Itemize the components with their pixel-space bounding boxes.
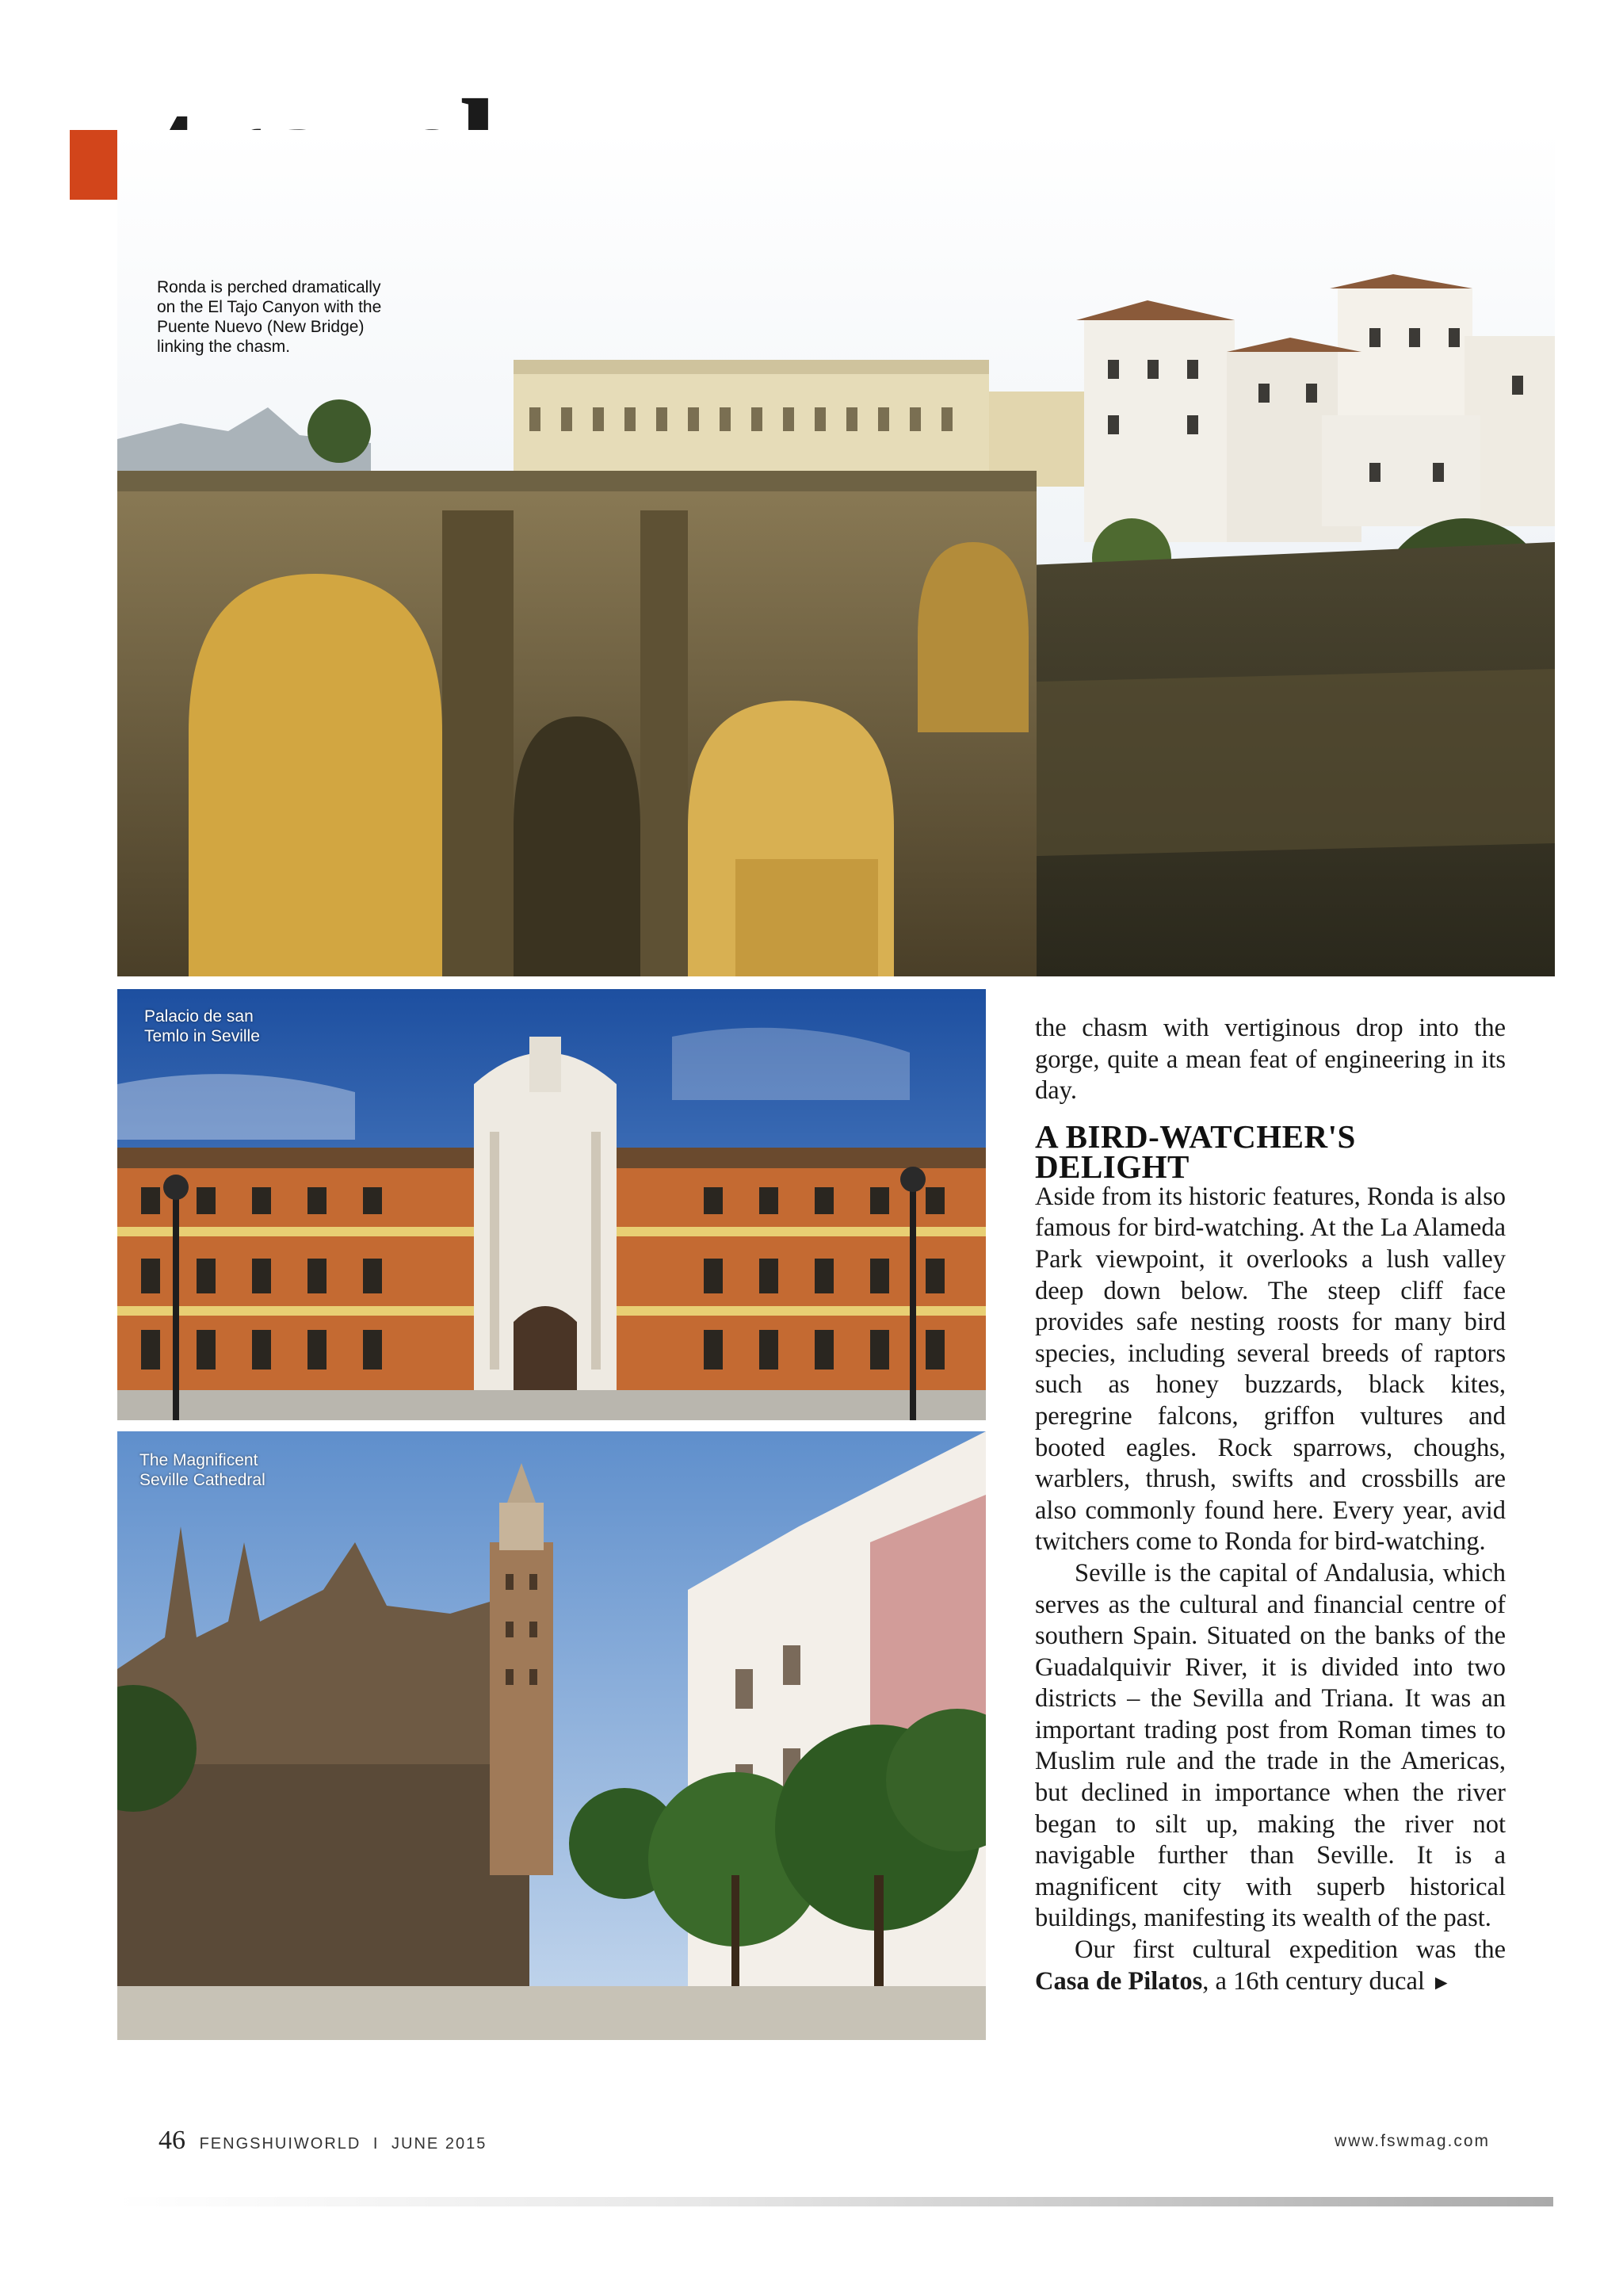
casa-de-pilatos-name: Casa de Pilatos <box>1035 1966 1203 1996</box>
article-text: , a 16th century ducal <box>1202 1966 1425 1996</box>
website-url[interactable]: www.fswmag.com <box>1334 2132 1490 2150</box>
article-paragraph: Aside from its historic features, Ronda is also famous for bird-watching. At the La Alameda Park viewpoint, it overlooks a lush valley deep down below. The steep cliff face provides safe nesting roosts for many bird species, including several breeds of raptors such as honey buzzards, black kites, peregrine falcons, griffon vultures and booted eagles. Rock sparrows, choughs, warblers, thrush, swifts and crossbills are also commonly found here. Every year, avid twitchers come to Ronda for bird-watching. <box>1035 1182 1506 1557</box>
article-column <box>1035 1013 1506 1998</box>
palacio-caption: Palacio de san Temlo in Seville <box>144 1007 260 1045</box>
ronda-photo <box>117 130 1555 976</box>
footer-separator: I <box>372 2135 380 2153</box>
ronda-caption: Ronda is perched dramatically on the El Tajo Canyon with the Puente Nuevo (New Bridge) linking the chasm. <box>157 278 382 356</box>
article-subheading: A BIRD-WATCHER'S DELIGHT <box>1035 1117 1356 1185</box>
palacio-photo <box>117 989 986 1420</box>
article-paragraph: Seville is the capital of Andalusia, which serves as the cultural and financial centre of southern Spain. Situated on the banks of the Guadalquivir River, it is divided into two districts – the Sevilla and Triana. It was an important trading post from Roman times to Muslim rule and the trade in the Americas, but declined in importance when the river began to silt up, making the river not navigable further than Seville. It is a magnificent city with superb historical buildings, manifesting its wealth of the past. <box>1035 1558 1506 1933</box>
bottom-rule <box>117 2197 1553 2206</box>
issue-date: JUNE 2015 <box>391 2135 487 2153</box>
footer-folio <box>158 2127 487 2157</box>
article-paragraph: the chasm with vertiginous drop into the gorge, quite a mean feat of engineering in its day. <box>1035 1014 1506 1106</box>
cathedral-photo <box>117 1431 986 2040</box>
article-paragraph-last <box>1035 1935 1506 1998</box>
page-number: 46 <box>158 2126 185 2155</box>
article-text: Our first cultural expedition was the <box>1075 1935 1506 1965</box>
magazine-name: FENGSHUIWORLD <box>199 2135 361 2153</box>
cathedral-caption: The Magnificent Seville Cathedral <box>139 1451 265 1489</box>
continue-arrow-icon: ► <box>1430 1970 1452 1994</box>
